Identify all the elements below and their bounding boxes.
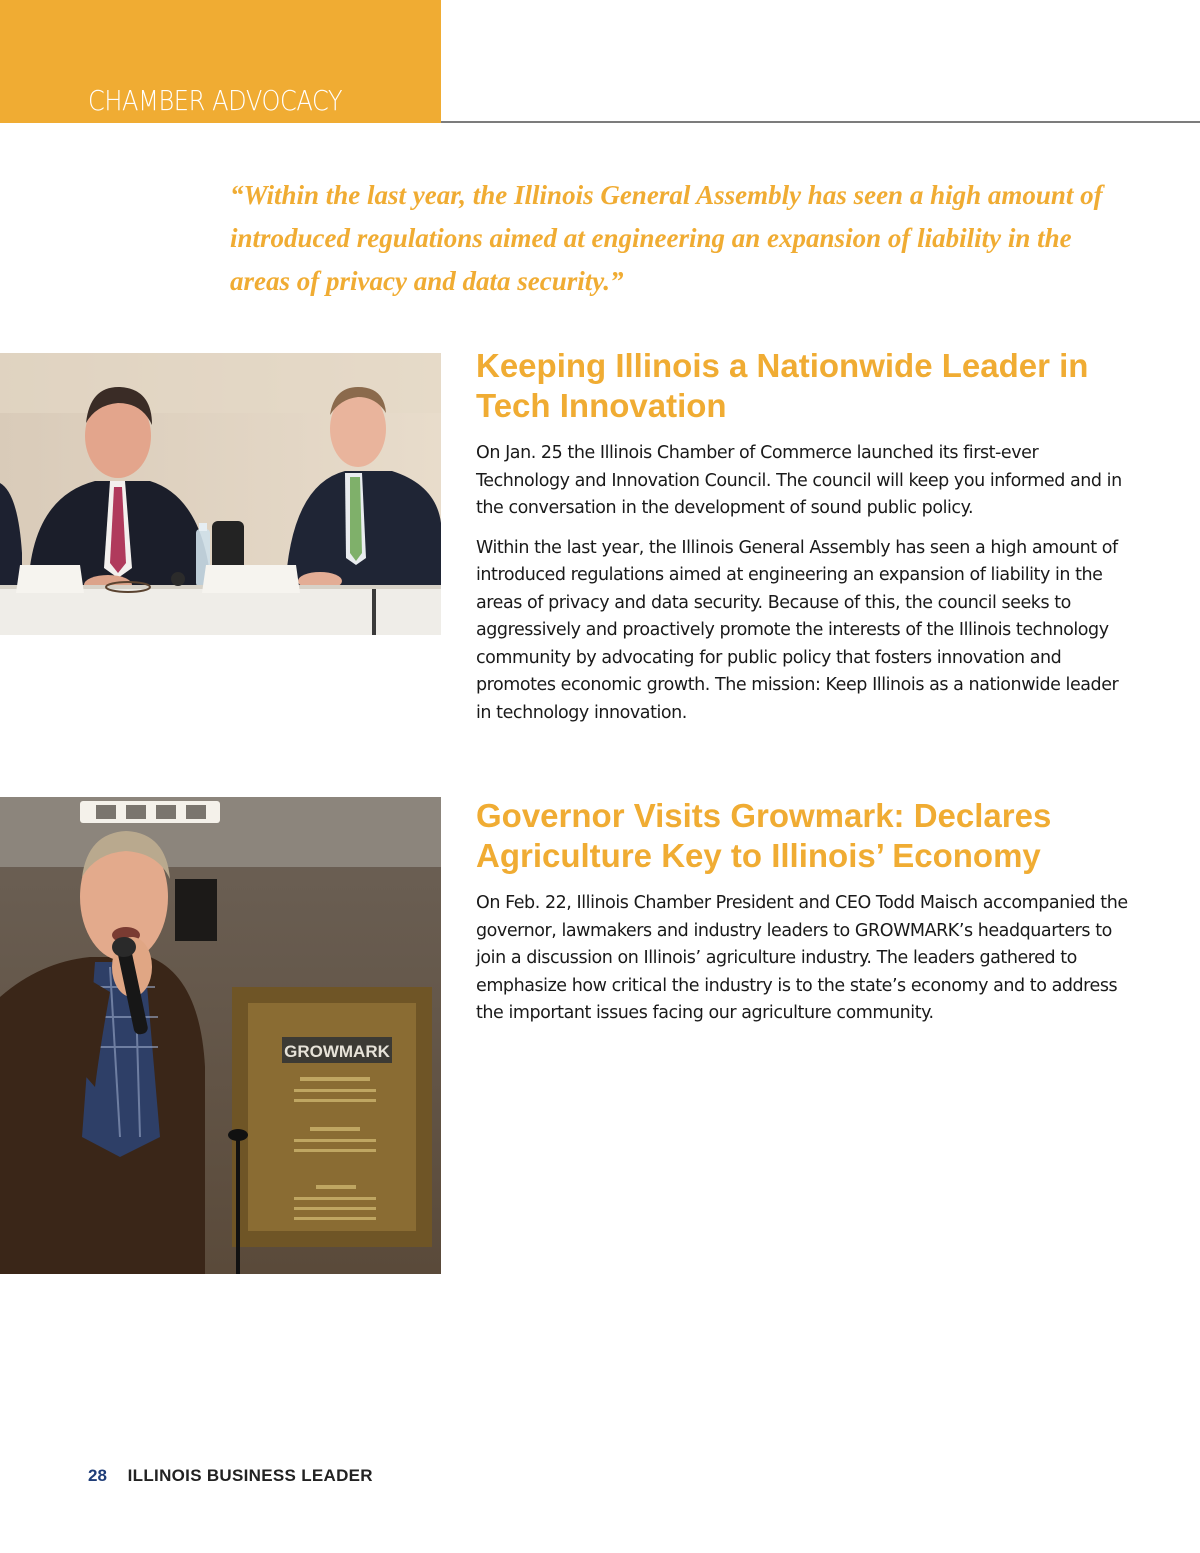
article-headline: Governor Visits Growmark: Declares Agriculture Key to Illinois’ Economy	[476, 797, 1052, 874]
panel-meeting-illustration	[0, 353, 441, 635]
publication-name: ILLINOIS BUSINESS LEADER	[127, 1466, 373, 1485]
panel-meeting-photo	[0, 353, 441, 635]
sign-text: GROWMARK	[284, 1042, 390, 1061]
article-headline: Keeping Illinois a Nationwide Leader in Tech Innovation	[476, 347, 1089, 424]
article-growmark-visit	[476, 796, 1136, 1040]
governor-speaking-illustration	[0, 797, 441, 1274]
page-footer	[88, 1466, 373, 1486]
article-paragraph: On Jan. 25 the Illinois Chamber of Commerce launched its first-ever Technology and Innovation Council. The council will keep you informed and in the conversation in the development of sound public policy.	[476, 443, 1122, 518]
header-divider	[441, 121, 1200, 123]
pull-quote: “Within the last year, the Illinois General Assembly has seen a high amount of introduced regulations aimed at engineering an expansion of liability in the areas of privacy and data security.”	[230, 180, 1103, 296]
article-tech-innovation	[476, 346, 1136, 739]
page-number: 28	[88, 1466, 107, 1485]
section-label: CHAMBER ADVOCACY	[88, 84, 343, 117]
article-paragraph: Within the last year, the Illinois General Assembly has seen a high amount of introduced regulations aimed at engineering an expansion of liability in the areas of privacy and data security. Because of this, the council seeks to aggressively and proactively promote the interests of the Illinois technology community by advocating for public policy that fosters innovation and promotes economic growth. The mission: Keep Illinois as a nationwide leader in technology innovation.	[476, 537, 1119, 723]
governor-speaking-photo	[0, 797, 441, 1274]
article-paragraph: On Feb. 22, Illinois Chamber President and CEO Todd Maisch accompanied the governor, lawmakers and industry leaders to GROWMARK’s headquarters to join a discussion on Illinois’ agriculture industry. The leaders gathered to emphasize how critical the industry is to the state’s economy and to address the important issues facing our agriculture community.	[476, 893, 1128, 1023]
